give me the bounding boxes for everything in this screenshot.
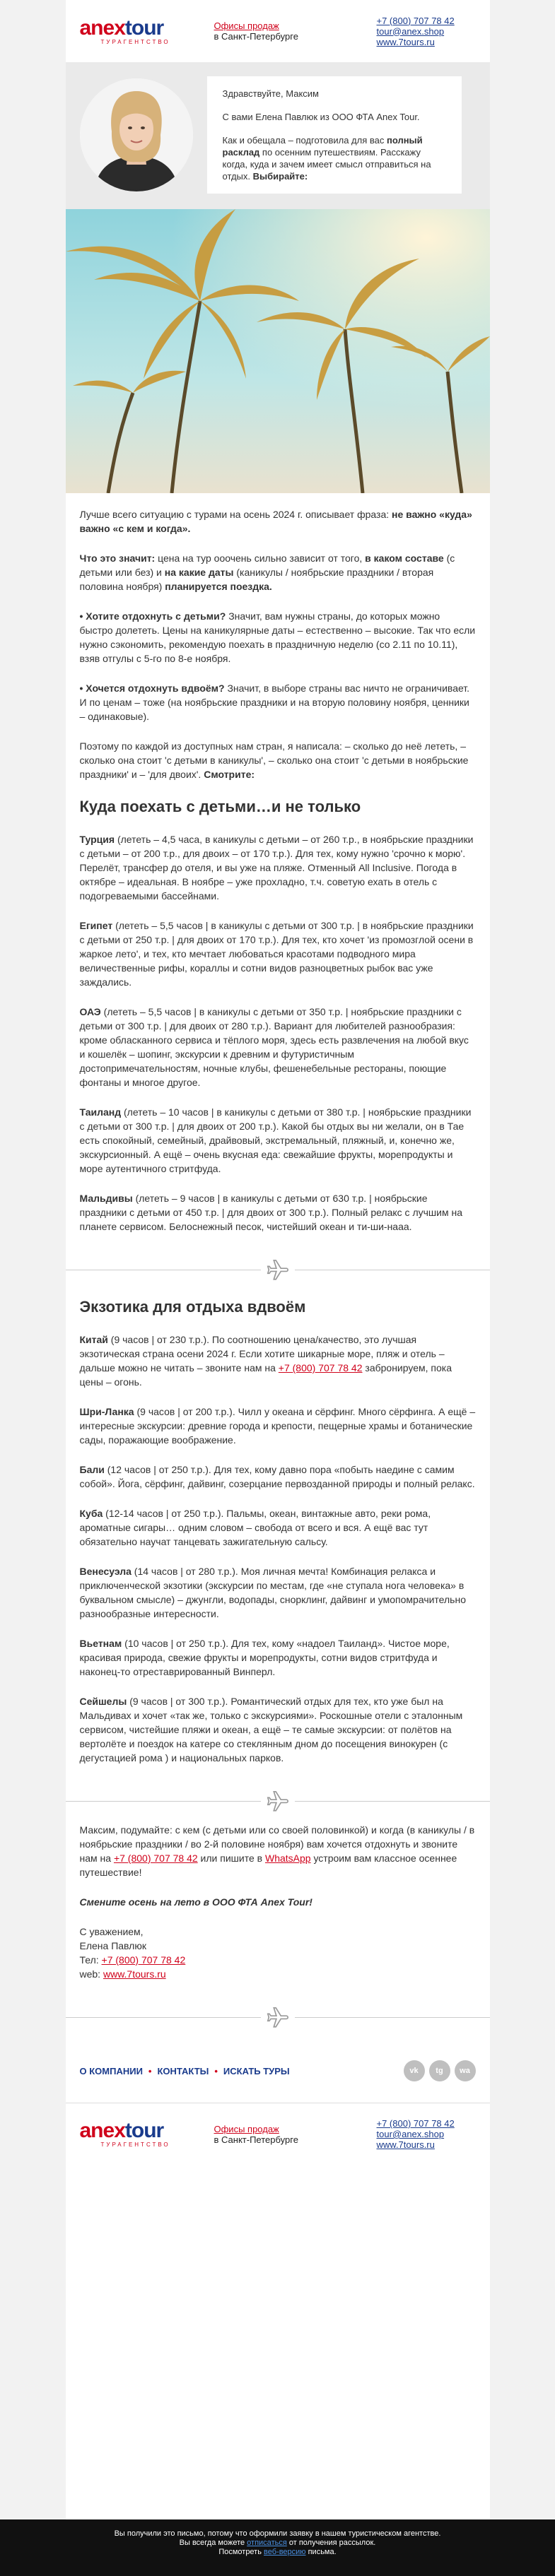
airplane-icon	[261, 2005, 295, 2031]
signature-tel-label: Тел:	[79, 1954, 102, 1966]
separator	[66, 1997, 490, 2039]
china-phone-link[interactable]: +7 (800) 707 78 42	[278, 1362, 363, 1373]
vk-icon[interactable]: vk	[404, 2060, 425, 2081]
footer-phone-link[interactable]: +7 (800) 707 78 42	[376, 2118, 455, 2129]
intro-p2-text: цена на тур ооочень сильно зависит от того,	[155, 553, 366, 564]
legal-line3-end: письма.	[305, 2548, 337, 2556]
header-contacts	[377, 16, 476, 47]
signature-web-link[interactable]: www.7tours.ru	[103, 1968, 166, 1980]
closing-p1-text: Максим, подумайте: с кем (с детьми или со своей половинкой) и когда (в каникулы / в ноябрьские праздники / во 2-й половине ноября) вам хочется отдохнуть и звоните нам на	[79, 1824, 475, 1864]
section1-item-name: Египет	[79, 920, 113, 931]
legal-line2-start: Вы всегда можете	[179, 2539, 247, 2547]
section1-item-text: (лететь – 5,5 часов | в каникулы с детьми от 300 т.р. | в ноябрьские праздники с детьми от 250 т.р. | для двоих от 170 т.р.). Для тех, кто хочет 'из промозглой осени в жаркое лето', и тех, кто мечтает любоваться красотами подводного мира величественные рифы, кораллы и сотни видов разноцветных рыбок вас уже заждались.	[79, 920, 474, 988]
anextour-logo[interactable]	[80, 18, 207, 45]
greeting-hello: Здравствуйте, Максим	[222, 88, 319, 99]
offices-link-footer[interactable]: Офисы продаж	[214, 2123, 279, 2134]
section2-item-name: Вьетнам	[79, 1638, 122, 1649]
anextour-logo-footer[interactable]	[80, 2120, 207, 2148]
footer-site-link[interactable]: www.7tours.ru	[376, 2139, 435, 2150]
intro-p2-bold: Что это значит:	[79, 553, 156, 564]
email-body	[66, 0, 490, 2519]
section2-item	[80, 1694, 476, 1765]
legal-line2-end: от получения рассылок.	[286, 2539, 376, 2547]
offices-link[interactable]: Офисы продаж	[214, 20, 279, 31]
nav-about[interactable]: О КОМПАНИИ	[79, 2065, 143, 2076]
section2-item	[80, 1564, 476, 1621]
greeting-body-end: по осенним путешествиям. Расскажу когда, куда и зачем имеет смысл отправиться на отдых.	[222, 147, 431, 182]
greeting-body-start: Как и обещала – подготовила для вас	[222, 135, 387, 146]
section1-item-name: Мальдивы	[79, 1193, 133, 1204]
manager-avatar	[80, 78, 193, 191]
section2-item-text: (9 часов | от 300 т.р.). Романтический отдых для тех, кто уже был на Мальдивах и хочет «так же, только с экскурсиями». Роскошные отели с эталонным сервисом, чистейшие пляжи и океан, а ещё – те самые экскурсии: от полётов на вертолёте и поездок на катере со стеклянным дном до посещения винокурен (с дегустацией рома ) и национальных парков.	[79, 1696, 463, 1763]
legal-line3-start: Посмотреть	[218, 2548, 264, 2556]
intro-p2-text3: (каникулы / ноябрьские праздники / вторая половина ноября)	[79, 567, 434, 592]
closing-p1-end: устроим вам классное осеннее путешествие!	[79, 1853, 457, 1878]
section2-item-name: Венесуэла	[79, 1566, 132, 1577]
nav-search-tours[interactable]: ИСКАТЬ ТУРЫ	[223, 2065, 290, 2076]
logo-part2: tour	[124, 2119, 164, 2142]
section1-item	[80, 1105, 476, 1176]
closing-slogan	[80, 1895, 476, 1909]
footer-email-link[interactable]: tour@anex.shop	[376, 2129, 445, 2139]
intro-p2-bold2: в каком составе	[365, 553, 444, 564]
signature-phone-link[interactable]: +7 (800) 707 78 42	[101, 1954, 186, 1966]
intro-p5-text: Поэтому по каждой из доступных нам стран, я написала: – сколько до неё лететь, – сколько она стоит 'с детьми в каникулы', – сколько она стоит 'с детьми в ноябрьские праздники' и – 'для двоих'.	[79, 740, 469, 780]
section2-item	[80, 1463, 476, 1491]
section2-item-text: (9 часов | от 230 т.р.). По соотношению цена/качество, это лучшая экзотическая страна осени 2024 г. Если хотите шикарные море, пляж и отель – дальше можно не читать – звоните нам на	[79, 1334, 445, 1373]
separator	[66, 1780, 490, 1823]
section1-item-text: (лететь – 9 часов | в каникулы с детьми от 630 т.р. | ноябрьские праздники с детьми от 450 т.р. | для двоих от 300 т.р.). Полный релакс с лучшим на планете сервисом. Белоснежный песок, чистейший океан и ти-ши-нааа.	[79, 1193, 462, 1232]
logo-sub: ТУРАГЕНТСТВО	[100, 2141, 170, 2148]
palm-trees-image	[66, 209, 490, 493]
greeting-body	[223, 134, 446, 182]
greeting-text-box	[207, 76, 462, 194]
header-email-link[interactable]: tour@anex.shop	[376, 25, 445, 37]
section2-title: Экзотика для отдыха вдвоём	[79, 1298, 306, 1316]
footer-header	[66, 2103, 490, 2165]
whatsapp-link[interactable]: WhatsApp	[264, 1853, 311, 1864]
section1-item-name: Турция	[79, 834, 115, 845]
section2-item	[80, 1506, 476, 1549]
offices-block	[207, 20, 356, 42]
signature-web-label: web:	[79, 1968, 103, 1980]
intro-p4	[80, 681, 476, 723]
closing-p1-mid: или пишите в	[197, 1853, 265, 1864]
legal-line1: Вы получили это письмо, потому что оформили заявку в нашем туристическом агентстве.	[114, 2529, 441, 2538]
footer-nav	[66, 2039, 490, 2103]
intro-p2	[80, 551, 476, 593]
section1-item	[80, 918, 476, 989]
content	[66, 493, 490, 1234]
intro-p5-bold: Смотрите:	[204, 769, 255, 780]
intro-p3	[80, 609, 476, 666]
logo-part2: tour	[124, 16, 164, 40]
separator	[66, 1249, 490, 1292]
section2-item-china	[80, 1333, 476, 1389]
social-icons	[399, 2060, 476, 2081]
offices-block-footer	[207, 2124, 356, 2145]
telegram-icon[interactable]: tg	[429, 2060, 450, 2081]
nav-contacts[interactable]: КОНТАКТЫ	[157, 2065, 209, 2076]
section2-item-text: (12 часов | от 250 т.р.). Для тех, кому давно пора «побыть наедине с самим собой». Йога, сёрфинг, дайвинг, созерцание первозданной природы и полный релакс.	[79, 1464, 475, 1489]
logo-sub: ТУРАГЕНТСТВО	[100, 38, 170, 45]
intro-p1	[80, 507, 476, 536]
logo-part1: anex	[79, 2119, 125, 2142]
intro-p1-bold: не важно «куда» важно «с кем и когда».	[79, 509, 472, 534]
section2-item-name: Китай	[79, 1334, 108, 1345]
airplane-icon	[261, 1258, 295, 1283]
greeting-body-cta: Выбирайте:	[252, 171, 308, 182]
intro-p2-bold3: на какие даты	[164, 567, 234, 578]
intro-p2-bold4: планируется поездка.	[165, 581, 272, 592]
section2-china-end: забронируем, пока цены – огонь.	[79, 1362, 452, 1388]
intro-p3-bold: • Хотите отдохнуть с детьми?	[79, 610, 226, 622]
content-section2	[66, 1297, 490, 1765]
greeting-intro: С вами Елена Павлюк из ООО ФТА Anex Tour.	[222, 112, 420, 122]
offices-city-footer: в Санкт-Петербурге	[214, 2134, 298, 2145]
greeting-body-bold: полный расклад	[222, 135, 423, 158]
section1-item-name: ОАЭ	[79, 1006, 101, 1017]
intro-p2-text2: (с детьми или без) и	[79, 553, 455, 578]
section2-item-name: Шри-Ланка	[79, 1406, 134, 1417]
airplane-icon	[261, 1789, 295, 1814]
offices-city: в Санкт-Петербурге	[214, 31, 298, 42]
section2-item	[80, 1405, 476, 1447]
section1-item	[80, 832, 476, 903]
signature-name: Елена Павлюк	[79, 1940, 146, 1951]
legal-footer	[0, 2519, 555, 2576]
web-version-link[interactable]: веб-версию	[264, 2548, 306, 2556]
legal-line2	[0, 2539, 555, 2548]
intro-p4-bold: • Хочется отдохнуть вдвоём?	[79, 683, 225, 694]
legal-line3	[0, 2548, 555, 2557]
footer-contacts	[377, 2118, 476, 2150]
section2-item-name: Бали	[79, 1464, 105, 1475]
section2-item-text: (9 часов | от 200 т.р.). Чилл у океана и сёрфинг. Много сёрфинга. А ещё – интересные экскурсии: древние города и крепости, пещерные храмы и ботанические сады, поражающие воображение.	[79, 1406, 476, 1446]
whatsapp-icon[interactable]: wa	[455, 2060, 476, 2081]
intro-p4-text: Значит, в выборе страны вас ничто не ограничивает. И по ценам – тоже (на ноябрьские праздники и на вторую половину ноября, ценники – одинаковые).	[79, 683, 470, 722]
intro-p3-text: Значит, вам нужны страны, до которых можно быстро долететь. Цены на каникулярные даты – естественно – высокие. Так что если нужно сэкономить, рекомендую поехать в праздничную неделю (со 2.11 по 10.11), взяв отгулы с 5-го по 8-е ноября.	[79, 610, 476, 664]
closing-slogan-text: Смените осень на лето в ООО ФТА Anex Tour!	[79, 1896, 312, 1908]
section1-item-name: Таиланд	[79, 1106, 122, 1118]
closing-phone-link[interactable]: +7 (800) 707 78 42	[113, 1853, 198, 1864]
section2-item-text: (12-14 часов | от 250 т.р.). Пальмы, океан, винтажные авто, реки рома, ароматные сигары… одним словом – свобода от всего и вся. А ещё вас тут обязательно научат танцевать зажигательную сальсу.	[79, 1508, 431, 1547]
section2-item-text: (14 часов | от 280 т.р.). Моя личная мечта! Комбинация релакса и приключенческой экзотики (экскурсии по местам, где «не ступала нога человека» в буквальном смысле) – джунгли, водопады, снорклинг, дайвинг и умопомрачительно разнообразные интересности.	[79, 1566, 466, 1619]
unsubscribe-link[interactable]: отписаться	[247, 2539, 287, 2547]
greeting-block	[66, 62, 490, 209]
section1-item-text: (лететь – 10 часов | в каникулы с детьми от 380 т.р. | ноябрьские праздники с детьми от 300 т.р. | для двоих от 200 т.р.). Какой бы отдых вы ни желали, он в Тае есть спокойный, семейный, драйвовый, экстремальный, пляжный, и, конечно же, экскурсионный. А ещё – очень вкусная еда: свежайшие фрукты, морепродукты и море аутентичного стритфуда.	[79, 1106, 472, 1174]
nav-dot: •	[148, 2065, 152, 2076]
header	[66, 0, 490, 62]
section1-item-text: (лететь – 4,5 часа, в каникулы с детьми – от 260 т.р., в ноябрьские праздники с детьми – от 200 т.р., для двоих – от 170 т.р.). Для тех, кому нужно 'срочно к морю'. Перелёт, трансфер до отеля, и вы уже на пляже. Отменный All Inclusive. Погода в октябре – идеальная. В ноябре – уже прохладно, т.ч. советую ехать в отель с подогреваемыми бассейнами.	[79, 834, 474, 902]
logo-part1: anex	[79, 16, 125, 40]
intro-p5	[80, 739, 476, 781]
nav-dot: •	[214, 2065, 218, 2076]
closing	[66, 1823, 490, 1981]
section2-item-name: Сейшелы	[79, 1696, 127, 1707]
header-site-link[interactable]: www.7tours.ru	[376, 36, 435, 47]
section2-item	[80, 1636, 476, 1679]
intro-p1-start: Лучше всего ситуацию с турами на осень 2024 г. описывает фраза:	[79, 509, 392, 520]
section2-item-text: (10 часов | от 250 т.р.). Для тех, кому «надоел Таиланд». Чистое море, красивая природа, свежие фрукты и морепродукты, сотни видов стритфуда и наконец-то отреставрированный Винперл.	[79, 1638, 450, 1677]
section1-title: Куда поехать с детьми…и не только	[79, 798, 361, 815]
signature	[80, 1925, 476, 1981]
header-phone-link[interactable]: +7 (800) 707 78 42	[376, 15, 455, 26]
section1-item-text: (лететь – 5,5 часов | в каникулы с детьми от 350 т.р. | ноябрьские праздники с детьми от 300 т.р. | для двоих от 280 т.р.). Вариант для любителей разнообразия: кроме обласканного сервиса и тёплого моря, здесь есть развлечения на любой вкус и кошелёк – шопинг, экскурсии к древним и футуристичным достопримечательностям, ночные клубы, фешенебельные рестораны, поющие фонтаны и многое другое.	[79, 1006, 469, 1088]
signature-regards: С уважением,	[79, 1926, 144, 1937]
section2-item-name: Куба	[79, 1508, 103, 1519]
closing-p1	[80, 1823, 476, 1879]
section1-item	[80, 1005, 476, 1089]
section1-item	[80, 1191, 476, 1234]
